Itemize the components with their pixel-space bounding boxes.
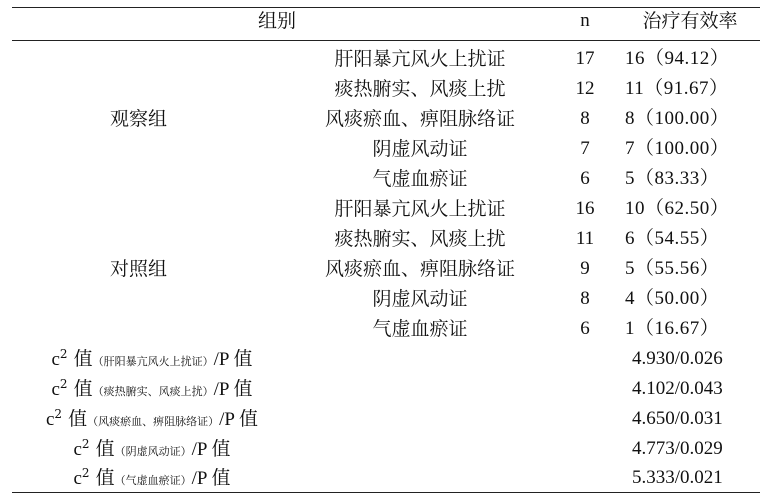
header-n: n (580, 10, 590, 31)
syndrome-cell: 肝阳暴亢风火上扰证 (334, 198, 506, 220)
efficacy-cell: 1（16.67） (625, 318, 720, 339)
n-cell: 9 (580, 258, 590, 279)
efficacy-cell: 4（50.00） (625, 288, 720, 309)
efficacy-cell: 7（100.00） (625, 138, 730, 159)
header-efficacy: 治疗有效率 (642, 10, 738, 32)
n-cell: 6 (580, 168, 590, 189)
stat-value: 4.102/0.043 (632, 378, 723, 399)
efficacy-cell: 5（83.33） (625, 168, 720, 189)
group-label-observation: 观察组 (110, 108, 168, 130)
syndrome-cell: 气虚血瘀证 (372, 168, 468, 190)
efficacy-cell: 5（55.56） (625, 258, 720, 279)
syndrome-cell: 肝阳暴亢风火上扰证 (334, 48, 506, 70)
stat-label: $c^2$ 值（气虚血瘀证）/P 值 (73, 466, 231, 489)
stat-value: 4.930/0.026 (632, 348, 723, 369)
n-cell: 12 (575, 78, 595, 99)
n-cell: 6 (580, 318, 590, 339)
n-cell: 7 (580, 138, 590, 159)
efficacy-cell: 6（54.55） (625, 228, 720, 249)
n-cell: 16 (575, 198, 595, 219)
syndrome-cell: 风痰瘀血、痹阻脉络证 (324, 108, 515, 130)
syndrome-cell: 风痰瘀血、痹阻脉络证 (324, 258, 515, 280)
syndrome-cell: 阴虚风动证 (372, 288, 468, 310)
header-group: 组别 (257, 10, 296, 32)
stat-value: 4.773/0.029 (632, 438, 723, 459)
syndrome-cell: 痰热腑实、风痰上扰 (334, 78, 506, 100)
bottom-rule (12, 492, 760, 493)
stat-label: $c^2$ 值（阴虚风动证）/P 值 (73, 437, 231, 460)
n-cell: 8 (580, 288, 590, 309)
n-cell: 8 (580, 108, 590, 129)
syndrome-cell: 痰热腑实、风痰上扰 (334, 228, 506, 250)
stat-value: 4.650/0.031 (632, 408, 723, 429)
syndrome-cell: 气虚血瘀证 (372, 318, 468, 340)
efficacy-cell: 16（94.12） (625, 48, 730, 69)
stat-label: $c^2$ 值（风痰瘀血、痹阻脉络证）/P 值 (45, 407, 259, 430)
group-label-control: 对照组 (110, 258, 168, 280)
stat-label: $c^2$ 值（肝阳暴亢风火上扰证）/P 值 (51, 347, 253, 370)
syndrome-cell: 阴虚风动证 (372, 138, 468, 160)
n-cell: 17 (575, 48, 595, 69)
efficacy-cell: 8（100.00） (625, 108, 730, 129)
efficacy-cell: 10（62.50） (625, 198, 730, 219)
stat-value: 5.333/0.021 (632, 467, 723, 488)
n-cell: 11 (575, 228, 595, 249)
stat-label: $c^2$ 值（痰热腑实、风痰上扰）/P 值 (51, 377, 253, 400)
efficacy-cell: 11（91.67） (625, 78, 729, 99)
header-rule (12, 40, 760, 41)
